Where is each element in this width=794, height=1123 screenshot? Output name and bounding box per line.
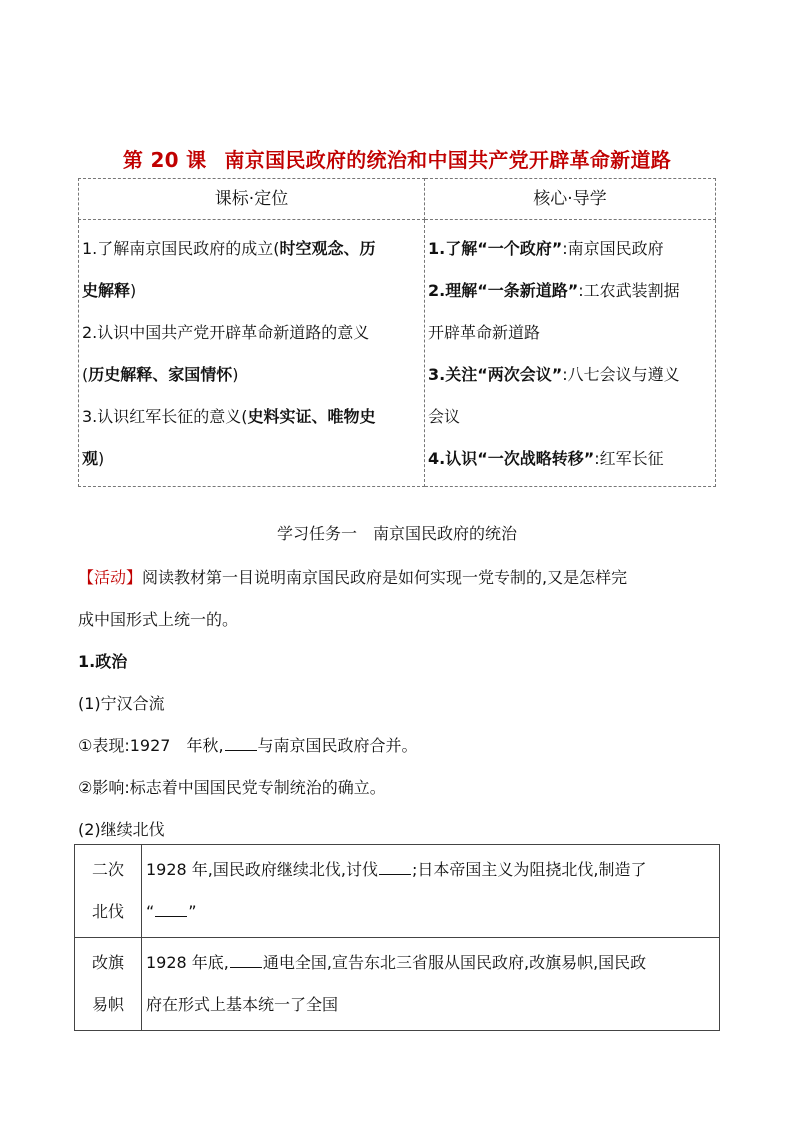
- row-head: 二次 北伐: [75, 845, 142, 938]
- activity-label: 【活动】: [78, 568, 143, 587]
- task-heading: 学习任务一 南京国民政府的统治: [276, 524, 517, 543]
- guide-line: 3.关注“两次会议”:八七会议与遵义: [428, 365, 680, 384]
- goal-line: 2.认识中国共产党开辟革命新道路的意义: [82, 323, 370, 342]
- answer-blank[interactable]: [225, 736, 257, 751]
- header-core-guide: 核心·导学: [425, 179, 716, 220]
- row-content: 1928 年,国民政府继续北伐,讨伐 ;日本帝国主义为阻挠北伐,制造了 “ ”: [142, 845, 720, 938]
- goal-line: 1.了解南京国民政府的成立(时空观念、历: [82, 239, 376, 258]
- lesson-title: [78, 144, 716, 173]
- answer-blank[interactable]: [155, 902, 187, 917]
- header-curriculum: 课标·定位: [79, 179, 425, 220]
- subsection-merge: (1)宁汉合流: [78, 694, 165, 713]
- lesson-number: 第 20 课: [122, 148, 207, 172]
- answer-blank[interactable]: [230, 953, 262, 968]
- core-guide-cell: [425, 220, 716, 487]
- northern-expedition-table: [74, 844, 720, 1031]
- activity-line-1: 【活动】阅读教材第一目说明南京国民政府是如何实现一党专制的,又是怎样完: [78, 568, 628, 587]
- row-head: 改旗 易帜: [75, 938, 142, 1031]
- answer-blank[interactable]: [379, 860, 411, 875]
- guide-line: 2.理解“一条新道路”:工农武装割据: [428, 281, 680, 300]
- subsection-northern-expedition: (2)继续北伐: [78, 820, 165, 839]
- guide-line: 1.了解“一个政府”:南京国民政府: [428, 239, 664, 258]
- activity-line-2: 成中国形式上统一的。: [78, 610, 239, 629]
- goal-line: 史解释): [82, 281, 137, 300]
- guide-line: 4.认识“一次战略转移”:红军长征: [428, 449, 664, 468]
- lesson-title-text: 南京国民政府的统治和中国共产党开辟革命新道路: [224, 148, 672, 172]
- item-impact: ②影响:标志着中国国民党专制统治的确立。: [78, 778, 386, 797]
- guide-line: 会议: [428, 407, 461, 426]
- goal-line: 3.认识红军长征的意义(史料实证、唯物史: [82, 407, 376, 426]
- curriculum-goals-table: [78, 178, 716, 487]
- row-content: 1928 年底, 通电全国,宣告东北三省服从国民政府,改旗易帜,国民政 府在形式上基本统一了全国: [142, 938, 720, 1031]
- curriculum-cell: [79, 220, 425, 487]
- goal-line: (历史解释、家国情怀): [82, 365, 239, 384]
- item-performance: ①表现:1927 年秋, 与南京国民政府合并。: [78, 736, 418, 755]
- table-row: [75, 845, 720, 938]
- table-row: [75, 938, 720, 1031]
- guide-line: 开辟革命新道路: [428, 323, 541, 342]
- goal-line: 观): [82, 449, 105, 468]
- section-politics: 1.政治: [78, 652, 128, 671]
